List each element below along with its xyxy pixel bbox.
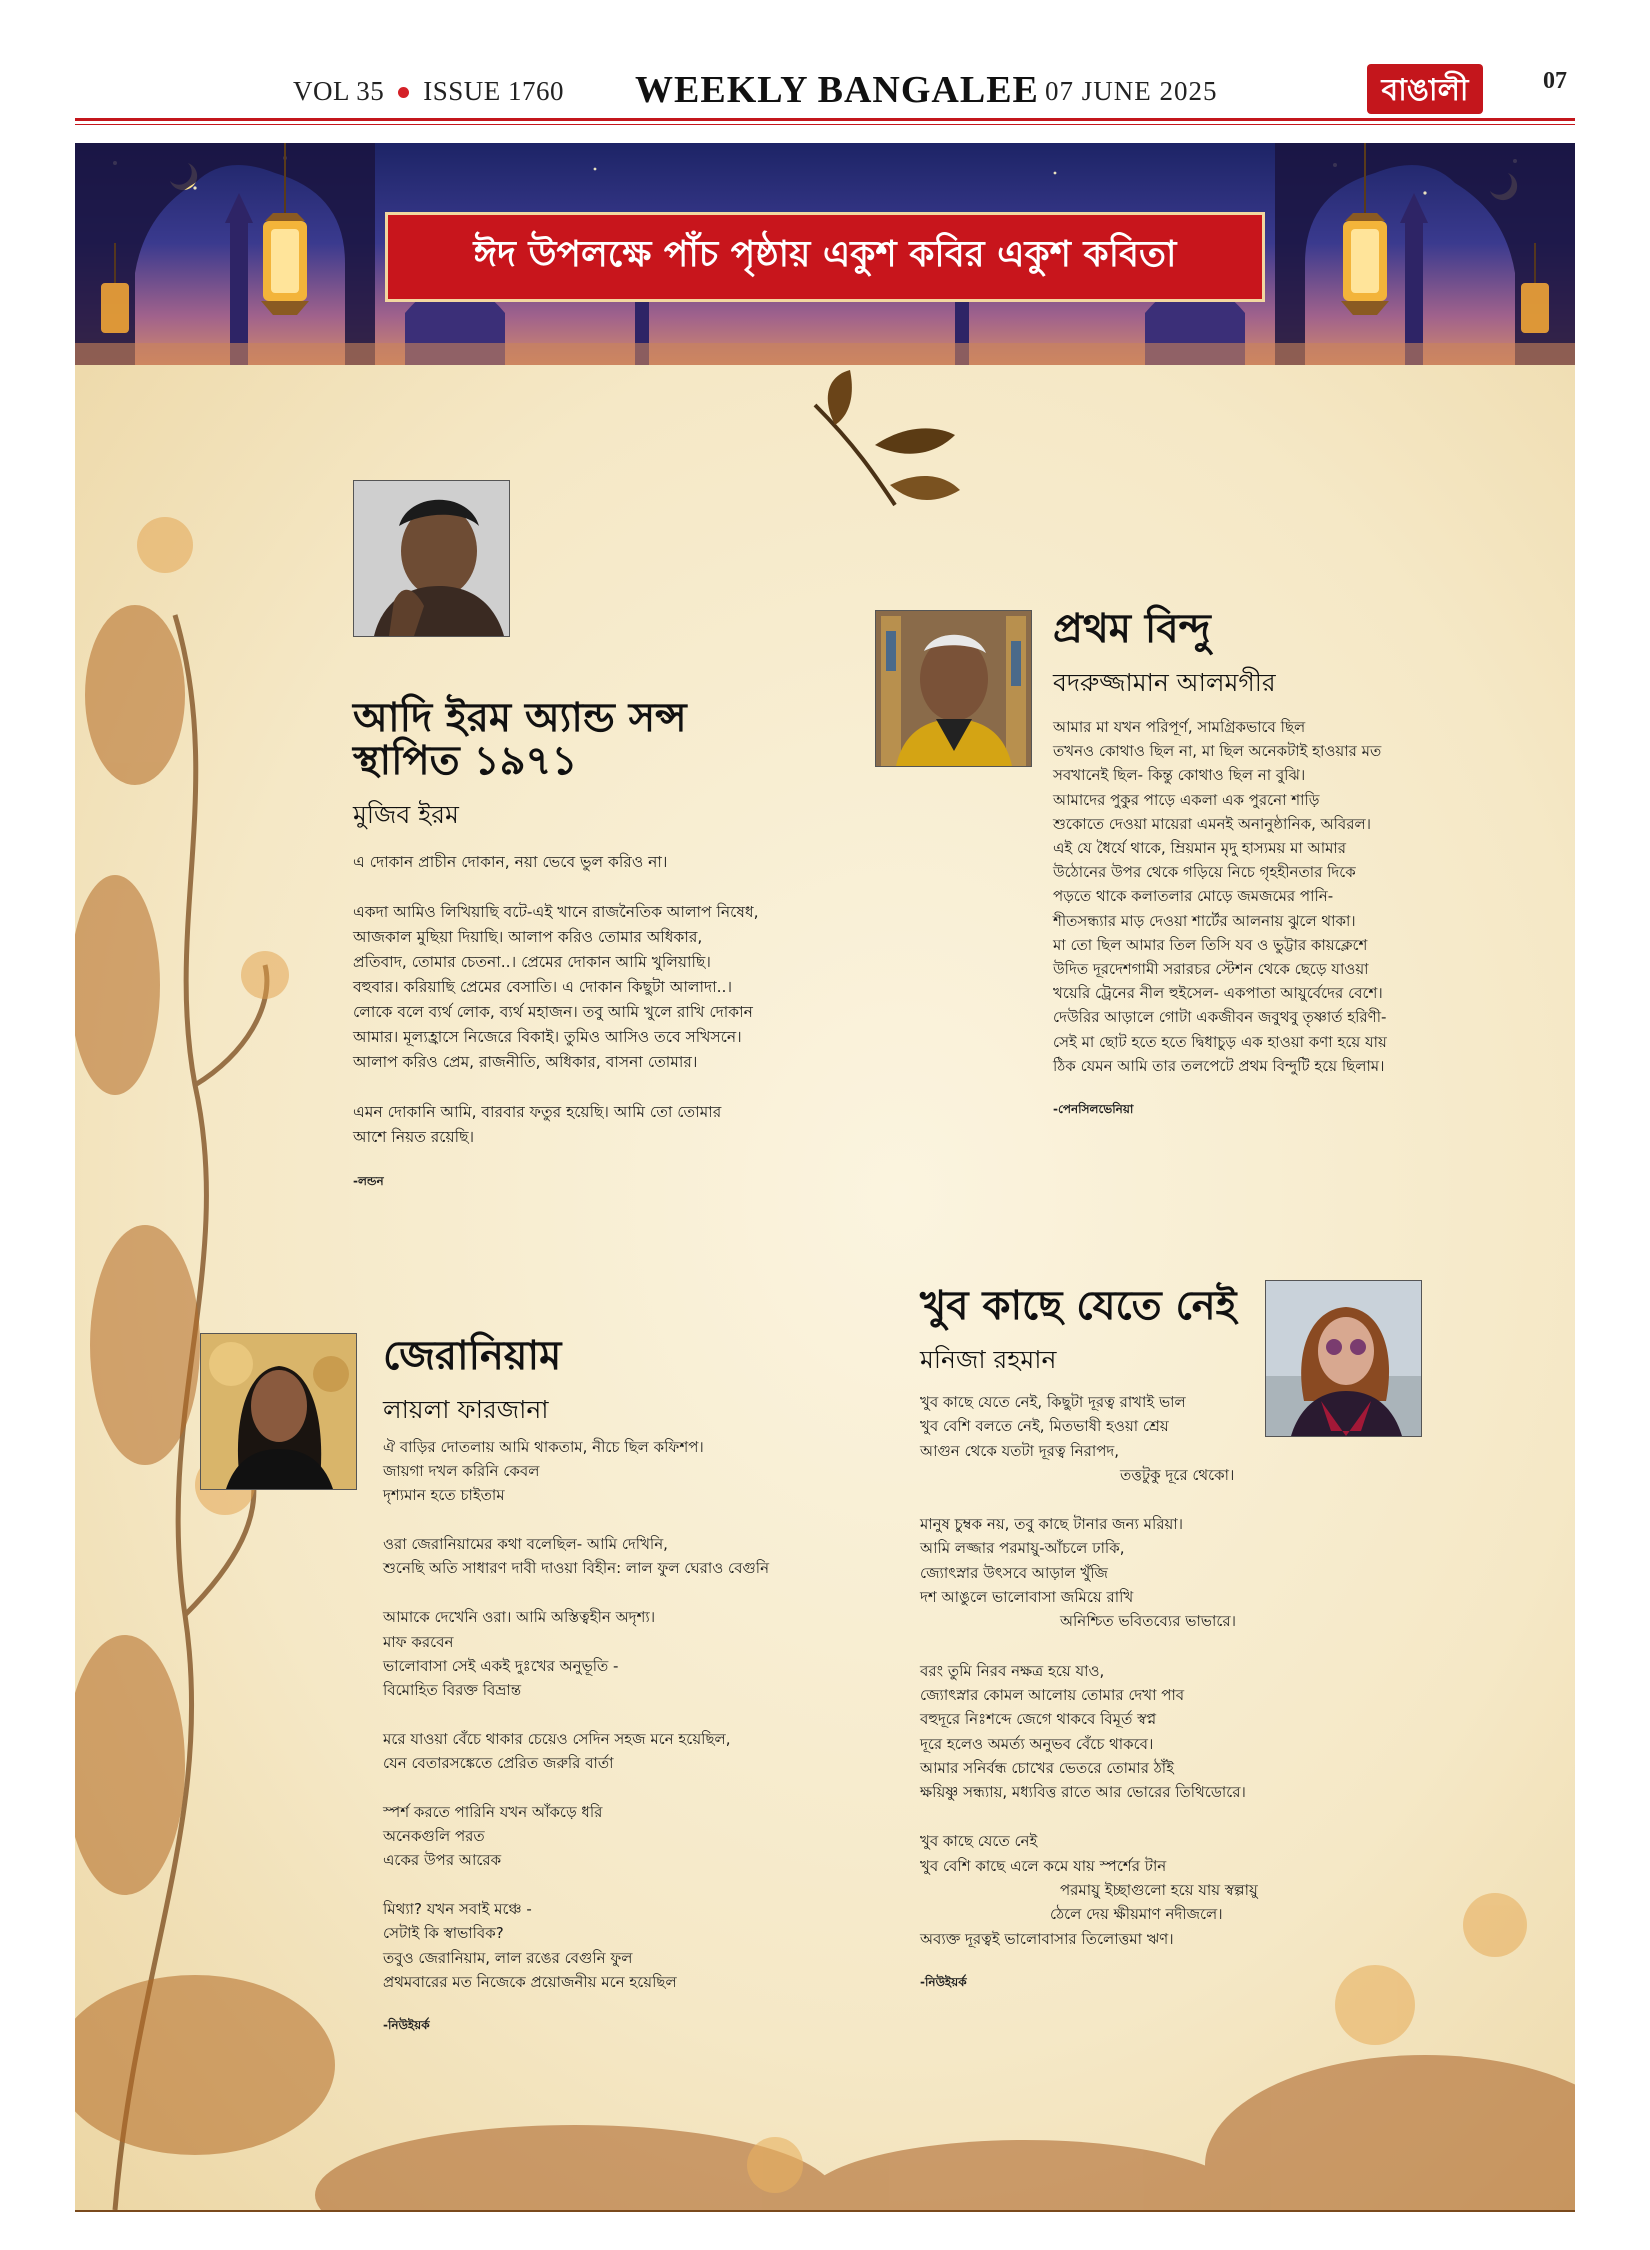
poem-line: এ দোকান প্রাচীন দোকান, নয়া ভেবে ভুল করিও না। bbox=[353, 853, 668, 871]
poet-name: মনিজা রহমান bbox=[920, 1345, 1057, 1374]
newspaper-title: WEEKLY BANGALEE bbox=[635, 69, 1039, 111]
eid-banner bbox=[75, 143, 1575, 365]
banner-title: ঈদ উপলক্ষে পাঁচ পৃষ্ঠায় একুশ কবির একুশ কবিতা bbox=[385, 212, 1265, 302]
poem-line: খয়েরি ট্রেনের নীল হুইসেল- একপাতা আয়ুর্বেদের বেশে। bbox=[1053, 984, 1383, 1003]
poem-line: মরে যাওয়া বেঁচে থাকার চেয়েও সেদিন সহজ মনে হয়েছিল, bbox=[383, 1729, 731, 1748]
poem-place: -পেনসিলভেনিয়া bbox=[1053, 1102, 1134, 1117]
poem-line: এই যে ধৈর্যে থাকে, ম্রিয়মান মৃদু হাস্যময় মা আমার bbox=[1053, 839, 1346, 858]
poem-line: খুব বেশি বলতে নেই, মিতভাষী হওয়া শ্রেয় bbox=[920, 1417, 1169, 1436]
poem-line: বিমোহিত বিরক্ত বিভ্রান্ত bbox=[383, 1680, 522, 1699]
poem-title-khub-kache: খুব কাছে যেতে নেই bbox=[920, 1283, 1237, 1329]
poem-line: উঠোনের উপর থেকে গড়িয়ে নিচে গৃহহীনতার দিকে bbox=[1053, 863, 1356, 882]
poet-photo-badruzzaman-alamgir bbox=[875, 610, 1032, 767]
poem-title-geranium: জেরানিয়াম bbox=[383, 1333, 562, 1379]
poem-line: আমার। মূল্যহ্রাসে নিজেরে বিকাই। তুমিও আসিও তবে সখিসনে। bbox=[353, 1028, 742, 1046]
poem-line: ওরা জেরানিয়ামের কথা বলেছিল- আমি দেখিনি, bbox=[383, 1535, 668, 1554]
poem-line: আজকাল মুছিয়া দিয়াছি। আলাপ করিও তোমার অধিকার, bbox=[353, 928, 703, 946]
volume: VOL 35 bbox=[293, 76, 385, 106]
poem-line: একের উপর আরেক bbox=[383, 1851, 502, 1870]
poem-line: মাফ করবেন bbox=[383, 1632, 454, 1651]
stanza bbox=[353, 1100, 823, 1150]
poem-title-adi-erom bbox=[353, 697, 687, 783]
poem-line: আমার মা যখন পরিপূর্ণ, সামগ্রিকভাবে ছিল bbox=[1053, 718, 1306, 736]
poem-line: জ্যোৎস্নার কোমল আলোয় তোমার দেখা পাব bbox=[920, 1685, 1185, 1704]
stanza bbox=[383, 1727, 863, 1775]
poem-line: খুব কাছে যেতে নেই bbox=[920, 1832, 1038, 1851]
stanza bbox=[383, 1435, 863, 1507]
poem-line: পরমায়ু ইচ্ছাগুলো হয়ে যায় স্বল্পায়ু bbox=[1060, 1881, 1258, 1900]
poem-title-prothom-bindu: প্রথম বিন্দু bbox=[1053, 606, 1211, 652]
logo-text: বাঙালী bbox=[1381, 73, 1469, 108]
branch-leaf-icon bbox=[815, 370, 960, 505]
stanza bbox=[920, 1829, 1400, 1950]
poem-line: বহুদূরে নিঃশব্দে জেগে থাকবে বিমূর্ত স্বপ্ন bbox=[920, 1710, 1157, 1729]
poem-line: অনেকগুলি পরত bbox=[383, 1827, 485, 1846]
poem-line: মিথ্যা? যখন সবাই মঞ্চে - bbox=[383, 1900, 532, 1919]
stanza bbox=[920, 1390, 1400, 1487]
poet-photo-mujib-erom bbox=[353, 480, 510, 637]
poem-line: আগুন থেকে যতটা দূরত্ব নিরাপদ, bbox=[920, 1441, 1120, 1460]
poem-line: লোকে বলে ব্যর্থ লোক, ব্যর্থ মহাজন। তবু আমি খুলে রাখি দোকান bbox=[353, 1003, 753, 1021]
poem-line: আলাপ করিও প্রেম, রাজনীতি, অধিকার, বাসনা তোমার। bbox=[353, 1053, 698, 1071]
separator-dot-icon bbox=[398, 87, 409, 98]
stanza bbox=[920, 1512, 1400, 1633]
poem-line: মা তো ছিল আমার তিল তিসি যব ও ভুট্টার কায়ক্লেশে bbox=[1053, 935, 1368, 954]
issue: ISSUE 1760 bbox=[423, 76, 565, 106]
stanza bbox=[920, 1659, 1400, 1805]
poem-body-khub-kache bbox=[920, 1390, 1400, 1994]
poem-place: -নিউইয়র্ক bbox=[383, 2017, 430, 2032]
poem-line: সবখানেই ছিল- কিন্তু কোথাও ছিল না বুঝি। bbox=[1053, 766, 1306, 785]
poem-line: ক্ষয়িষ্ণু সন্ধ্যায়, মধ্যবিত্ত রাতে আর ভোরের তিথিডোরে। bbox=[920, 1783, 1246, 1802]
poem-line: প্রথমবারের মত নিজেকে প্রয়োজনীয় মনে হয়েছিল bbox=[383, 1972, 677, 1991]
poem-line: দেউরির আড়ালে গোটা একজীবন জবুথবু তৃষ্ণার্ত হরিণী- bbox=[1053, 1008, 1387, 1027]
poem-line: খুব কাছে যেতে নেই, কিছুটা দূরত্ব রাখাই ভাল bbox=[920, 1393, 1186, 1411]
stanza bbox=[383, 1605, 863, 1701]
issue-date: 07 JUNE 2025 bbox=[1045, 76, 1218, 106]
poem-title-line: আদি ইরম অ্যান্ড সন্স bbox=[353, 695, 687, 741]
poem-line: আশে নিয়ত রয়েছি। bbox=[353, 1128, 475, 1146]
poem-line: আমাদের পুকুর পাড়ে একলা এক পুরনো শাড়ি bbox=[1053, 790, 1320, 809]
poem-line: জ্যোৎস্নার উৎসবে আড়াল খুঁজি bbox=[920, 1563, 1108, 1582]
poem-line: আমি লজ্জার পরমায়ু-আঁচলে ঢাকি, bbox=[920, 1539, 1125, 1558]
poem-line: ঠিক যেমন আমি তার তলপেটে প্রথম বিন্দুটি হয়ে ছিলাম। bbox=[1053, 1056, 1385, 1075]
masthead bbox=[75, 64, 1575, 120]
poem-line: বরং তুমি নিরব নক্ষত্র হয়ে যাও, bbox=[920, 1661, 1105, 1680]
poem-line: সেটাই কি স্বাভাবিক? bbox=[383, 1924, 504, 1943]
poet-photo-laila-farzana bbox=[200, 1333, 357, 1490]
poem-line: জায়গা দখল করিনি কেবল bbox=[383, 1462, 540, 1481]
poem-line: শীতসন্ধ্যার মাড় দেওয়া শার্টের আলনায় ঝুলে থাকা। bbox=[1053, 911, 1356, 930]
poem-line: উদিত দূরদেশগামী সরারচর স্টেশন থেকে ছেড়ে যাওয়া bbox=[1053, 960, 1369, 979]
poet-name: মুজিব ইরম bbox=[353, 800, 459, 829]
poem-line: আমাকে দেখেনি ওরা। আমি অস্তিত্বহীন অদৃশ্য। bbox=[383, 1608, 656, 1627]
poem-place: -নিউইয়র্ক bbox=[920, 1974, 967, 1989]
poem-line: তত্তটুকু দূরে থেকো। bbox=[1120, 1465, 1235, 1484]
poem-line: সেই মা ছোট হতে হতে দ্বিধাচুড় এক হাওয়া কণা হয়ে যায় bbox=[1053, 1032, 1387, 1051]
bottom-rule bbox=[75, 2210, 1575, 2212]
poem-line: পড়তে থাকে কলাতলার মোড়ে জমজমের পানি- bbox=[1053, 887, 1334, 906]
poet-name: লায়লা ফারজানা bbox=[383, 1395, 549, 1424]
poem-body-prothom-bindu bbox=[1053, 715, 1533, 1121]
stanza bbox=[383, 1800, 863, 1872]
masthead-rule bbox=[75, 118, 1575, 121]
volume-issue bbox=[293, 76, 564, 107]
stanza bbox=[383, 1532, 863, 1580]
poem-line: শুনেছি অতি সাধারণ দাবী দাওয়া বিহীন: লাল ফুল ঘেরাও বেগুনি bbox=[383, 1559, 770, 1578]
poem-line: ঠেলে দেয় ক্ষীয়মাণ নদীজলে। bbox=[1050, 1905, 1223, 1924]
poetry-page bbox=[75, 365, 1575, 2210]
poem-line: এমন দোকানি আমি, বারবার ফতুর হয়েছি। আমি তো তোমার bbox=[353, 1103, 722, 1121]
bangalee-logo bbox=[1365, 58, 1485, 118]
poem-line: দূরে হলেও অমর্ত্য অনুভব বেঁচে থাকবে। bbox=[920, 1734, 1154, 1753]
poem-line: প্রতিবাদ, তোমার চেতনা..। প্রেমের দোকান আমি খুলিয়াছি। bbox=[353, 953, 711, 971]
poem-line: তবুও জেরানিয়াম, লাল রঙের বেগুনি ফুল bbox=[383, 1948, 633, 1967]
poem-line: আমার সনির্বন্ধ চোখের ভেতরে তোমার ঠাঁই bbox=[920, 1758, 1174, 1777]
poem-line: মানুষ চুম্বক নয়, তবু কাছে টানার জন্য মরিয়া। bbox=[920, 1515, 1184, 1534]
stanza bbox=[1053, 715, 1533, 1078]
poem-line: দৃশ্যমান হতে চাইতাম bbox=[383, 1486, 505, 1505]
poem-line: ভালোবাসা সেই একই দুঃখের অনুভূতি - bbox=[383, 1656, 619, 1675]
poem-line: বহুবার। করিয়াছি প্রেমের বেসাতি। এ দোকান কিছুটা আলাদা..। bbox=[353, 978, 733, 996]
poem-line: খুব বেশি কাছে এলে কমে যায় স্পর্শের টান bbox=[920, 1856, 1167, 1875]
poem-line: যেন বেতারসঙ্কেতে প্রেরিত জরুরি বার্তা bbox=[383, 1753, 614, 1772]
poem-title-line: স্থাপিত ১৯৭১ bbox=[353, 738, 578, 785]
poem-line: একদা আমিও লিখিয়াছি বটে-এই খানে রাজনৈতিক আলাপ নিষেধ, bbox=[353, 903, 759, 921]
poem-line: স্পর্শ করতে পারিনি যখন আঁকড়ে ধরি bbox=[383, 1803, 603, 1822]
stanza bbox=[353, 850, 823, 875]
poem-body-geranium bbox=[383, 1435, 863, 2037]
poem-line: অব্যক্ত দূরত্বই ভালোবাসার তিলোত্তমা ঋণ। bbox=[920, 1929, 1174, 1948]
poem-line: দশ আঙুলে ভালোবাসা জমিয়ে রাখি bbox=[920, 1588, 1134, 1607]
page-number: 07 bbox=[1543, 68, 1567, 94]
poem-line: অনিশ্চিত ভবিতব্যের ভাভারে। bbox=[1060, 1612, 1236, 1631]
poem-line: ঐ বাড়ির দোতলায় আমি থাকতাম, নীচে ছিল কফিশপ। bbox=[383, 1438, 704, 1456]
stanza bbox=[353, 900, 823, 1075]
poem-place: -লন্ডন bbox=[353, 1174, 384, 1188]
poem-line: তখনও কোথাও ছিল না, মা ছিল অনেকটাই হাওয়ার মত bbox=[1053, 742, 1382, 761]
poet-name: বদরুজ্জামান আলমগীর bbox=[1053, 668, 1276, 697]
poem-line: শুকোতে দেওয়া মায়েরা এমনই অনানুষ্ঠানিক, অবিরল। bbox=[1053, 814, 1372, 833]
stanza bbox=[383, 1897, 863, 1993]
masthead-rule-thin bbox=[75, 124, 1575, 125]
poem-body-adi-erom bbox=[353, 850, 823, 1194]
